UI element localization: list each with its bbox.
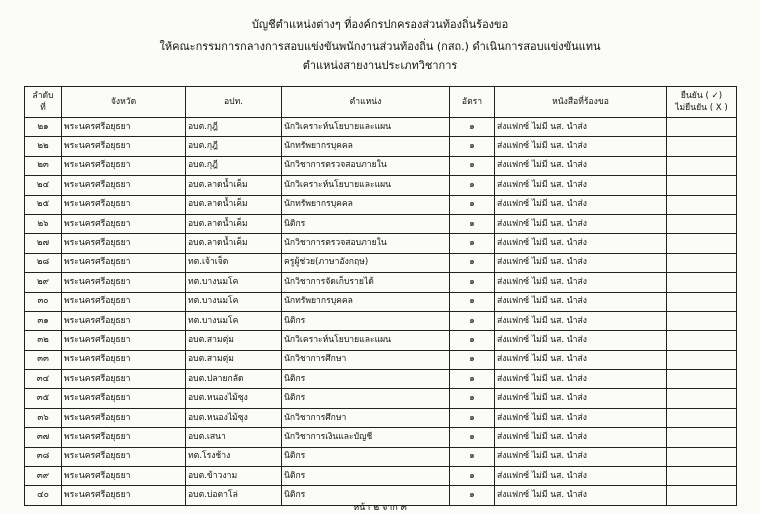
- document-section-title: ตำแหน่งสายงานประเภทวิชาการ: [302, 59, 458, 72]
- table-row: [25, 156, 737, 175]
- confirm-cell: [667, 156, 737, 175]
- row-number: ๓๕: [25, 389, 62, 408]
- letter-cell: ส่งแฟกซ์ ไม่มี นส. นำส่ง: [495, 350, 667, 369]
- col-header-rate: อัตรา: [450, 87, 495, 118]
- rate-cell: ๑: [450, 156, 495, 175]
- org-cell: อบต.ลาดน้ำเค็ม: [186, 234, 282, 253]
- letter-cell: ส่งแฟกซ์ ไม่มี นส. นำส่ง: [495, 273, 667, 292]
- position-cell: นักทรัพยากรบุคคล: [282, 292, 450, 311]
- table-row: [25, 176, 737, 195]
- confirm-cell: [667, 234, 737, 253]
- col-header-position: ตำแหน่ง: [282, 87, 450, 118]
- col-header-confirm-line1: ยืนยัน ( ✓): [680, 91, 723, 101]
- province-cell: พระนครศรีอยุธยา: [62, 292, 186, 311]
- position-cell: นักวิชาการศึกษา: [282, 350, 450, 369]
- row-number: ๒๒: [25, 137, 62, 156]
- rate-cell: ๑: [450, 311, 495, 330]
- org-cell: อบต.บ่อตาโล่: [186, 486, 282, 505]
- rate-cell: ๑: [450, 428, 495, 447]
- province-cell: พระนครศรีอยุธยา: [62, 253, 186, 272]
- rate-cell: ๑: [450, 467, 495, 486]
- row-number: ๒๑: [25, 118, 62, 137]
- rate-cell: ๑: [450, 331, 495, 350]
- table-body: [25, 118, 737, 506]
- letter-cell: ส่งแฟกซ์ ไม่มี นส. นำส่ง: [495, 292, 667, 311]
- org-cell: อบต.เสนา: [186, 428, 282, 447]
- position-cell: นักวิชาการจัดเก็บรายได้: [282, 273, 450, 292]
- org-cell: ทต.เจ้าเจ็ด: [186, 253, 282, 272]
- org-cell: อบต.ข้าวงาม: [186, 467, 282, 486]
- confirm-cell: [667, 137, 737, 156]
- col-header-org: อปท.: [186, 87, 282, 118]
- row-number: ๓๔: [25, 370, 62, 389]
- position-cell: นิติกร: [282, 486, 450, 505]
- org-cell: อบต.สามตุ่ม: [186, 350, 282, 369]
- letter-cell: ส่งแฟกซ์ ไม่มี นส. นำส่ง: [495, 428, 667, 447]
- table-row: [25, 408, 737, 427]
- confirm-cell: [667, 214, 737, 233]
- org-cell: ทต.บางนมโค: [186, 273, 282, 292]
- letter-cell: ส่งแฟกซ์ ไม่มี นส. นำส่ง: [495, 118, 667, 137]
- letter-cell: ส่งแฟกซ์ ไม่มี นส. นำส่ง: [495, 370, 667, 389]
- rate-cell: ๑: [450, 234, 495, 253]
- confirm-cell: [667, 292, 737, 311]
- province-cell: พระนครศรีอยุธยา: [62, 408, 186, 427]
- province-cell: พระนครศรีอยุธยา: [62, 370, 186, 389]
- rate-cell: ๑: [450, 253, 495, 272]
- confirm-cell: [667, 311, 737, 330]
- table-row: [25, 253, 737, 272]
- position-cell: นิติกร: [282, 389, 450, 408]
- confirm-cell: [667, 253, 737, 272]
- table-row: [25, 234, 737, 253]
- row-number: ๒๕: [25, 195, 62, 214]
- province-cell: พระนครศรีอยุธยา: [62, 176, 186, 195]
- row-number: ๓๒: [25, 331, 62, 350]
- table-row: [25, 370, 737, 389]
- table-row: [25, 195, 737, 214]
- province-cell: พระนครศรีอยุธยา: [62, 273, 186, 292]
- row-number: ๒๙: [25, 273, 62, 292]
- org-cell: ทต.บางนมโค: [186, 292, 282, 311]
- org-cell: อบต.กุฎี: [186, 118, 282, 137]
- province-cell: พระนครศรีอยุธยา: [62, 214, 186, 233]
- position-cell: นักวิชาการตรวจสอบภายใน: [282, 156, 450, 175]
- letter-cell: ส่งแฟกซ์ ไม่มี นส. นำส่ง: [495, 176, 667, 195]
- rate-cell: ๑: [450, 447, 495, 466]
- table-row: [25, 137, 737, 156]
- row-number: ๔๐: [25, 486, 62, 505]
- position-cell: นักวิเคราะห์นโยบายและแผน: [282, 176, 450, 195]
- org-cell: อบต.กุฎี: [186, 156, 282, 175]
- rate-cell: ๑: [450, 408, 495, 427]
- table-row: [25, 118, 737, 137]
- rate-cell: ๑: [450, 118, 495, 137]
- positions-table: [24, 86, 737, 506]
- col-header-confirm: [667, 87, 737, 118]
- letter-cell: ส่งแฟกซ์ ไม่มี นส. นำส่ง: [495, 311, 667, 330]
- table-row: [25, 311, 737, 330]
- rate-cell: ๑: [450, 486, 495, 505]
- confirm-cell: [667, 176, 737, 195]
- position-cell: นักวิเคราะห์นโยบายและแผน: [282, 118, 450, 137]
- letter-cell: ส่งแฟกซ์ ไม่มี นส. นำส่ง: [495, 214, 667, 233]
- letter-cell: ส่งแฟกซ์ ไม่มี นส. นำส่ง: [495, 195, 667, 214]
- province-cell: พระนครศรีอยุธยา: [62, 331, 186, 350]
- letter-cell: ส่งแฟกซ์ ไม่มี นส. นำส่ง: [495, 447, 667, 466]
- org-cell: อบต.ลาดน้ำเค็ม: [186, 214, 282, 233]
- row-number: ๒๘: [25, 253, 62, 272]
- confirm-cell: [667, 350, 737, 369]
- position-cell: นิติกร: [282, 370, 450, 389]
- confirm-cell: [667, 428, 737, 447]
- position-cell: นักทรัพยากรบุคคล: [282, 195, 450, 214]
- confirm-cell: [667, 408, 737, 427]
- col-header-no-line2: ที่: [40, 103, 46, 113]
- province-cell: พระนครศรีอยุธยา: [62, 467, 186, 486]
- position-cell: นิติกร: [282, 467, 450, 486]
- letter-cell: ส่งแฟกซ์ ไม่มี นส. นำส่ง: [495, 408, 667, 427]
- rate-cell: ๑: [450, 350, 495, 369]
- rate-cell: ๑: [450, 195, 495, 214]
- row-number: ๓๑: [25, 311, 62, 330]
- row-number: ๓๘: [25, 447, 62, 466]
- page-number: หน้า ๒ จาก ๓: [353, 503, 407, 513]
- rate-cell: ๑: [450, 389, 495, 408]
- col-header-no-line1: ลำดับ: [32, 91, 54, 101]
- table-row: [25, 389, 737, 408]
- position-cell: นิติกร: [282, 447, 450, 466]
- letter-cell: ส่งแฟกซ์ ไม่มี นส. นำส่ง: [495, 389, 667, 408]
- position-cell: นักวิชาการศึกษา: [282, 408, 450, 427]
- table-row: [25, 467, 737, 486]
- col-header-province: จังหวัด: [62, 87, 186, 118]
- row-number: ๒๖: [25, 214, 62, 233]
- letter-cell: ส่งแฟกซ์ ไม่มี นส. นำส่ง: [495, 467, 667, 486]
- org-cell: ทต.โรงช้าง: [186, 447, 282, 466]
- position-cell: นักวิชาการเงินและบัญชี: [282, 428, 450, 447]
- rate-cell: ๑: [450, 292, 495, 311]
- confirm-cell: [667, 118, 737, 137]
- letter-cell: ส่งแฟกซ์ ไม่มี นส. นำส่ง: [495, 253, 667, 272]
- org-cell: อบต.หนองไม้ซุง: [186, 389, 282, 408]
- rate-cell: ๑: [450, 214, 495, 233]
- row-number: ๓๙: [25, 467, 62, 486]
- rate-cell: ๑: [450, 176, 495, 195]
- row-number: ๒๗: [25, 234, 62, 253]
- province-cell: พระนครศรีอยุธยา: [62, 118, 186, 137]
- col-header-confirm-line2: ไม่ยืนยัน ( X ): [675, 103, 728, 113]
- table-row: [25, 273, 737, 292]
- confirm-cell: [667, 331, 737, 350]
- org-cell: อบต.สามตุ่ม: [186, 331, 282, 350]
- table-row: [25, 331, 737, 350]
- table-row: [25, 214, 737, 233]
- org-cell: อบต.ลาดน้ำเค็ม: [186, 195, 282, 214]
- rate-cell: ๑: [450, 370, 495, 389]
- table-row: [25, 292, 737, 311]
- org-cell: อบต.ปลายกลัด: [186, 370, 282, 389]
- org-cell: อบต.หนองไม้ซุง: [186, 408, 282, 427]
- confirm-cell: [667, 467, 737, 486]
- confirm-cell: [667, 273, 737, 292]
- table-header-row: [25, 87, 737, 118]
- col-header-letter: หนังสือที่ร้องขอ: [495, 87, 667, 118]
- row-number: ๓๗: [25, 428, 62, 447]
- confirm-cell: [667, 447, 737, 466]
- letter-cell: ส่งแฟกซ์ ไม่มี นส. นำส่ง: [495, 234, 667, 253]
- letter-cell: ส่งแฟกซ์ ไม่มี นส. นำส่ง: [495, 156, 667, 175]
- document-subtitle: ให้คณะกรรมการกลางการสอบแข่งขันพนักงานส่วนท้องถิ่น (กสถ.) ดำเนินการสอบแข่งขันแทน: [159, 40, 601, 53]
- position-cell: นักทรัพยากรบุคคล: [282, 137, 450, 156]
- letter-cell: ส่งแฟกซ์ ไม่มี นส. นำส่ง: [495, 331, 667, 350]
- province-cell: พระนครศรีอยุธยา: [62, 486, 186, 505]
- rate-cell: ๑: [450, 273, 495, 292]
- position-cell: ครูผู้ช่วย(ภาษาอังกฤษ): [282, 253, 450, 272]
- table-row: [25, 350, 737, 369]
- province-cell: พระนครศรีอยุธยา: [62, 428, 186, 447]
- letter-cell: ส่งแฟกซ์ ไม่มี นส. นำส่ง: [495, 137, 667, 156]
- org-cell: อบต.ลาดน้ำเค็ม: [186, 176, 282, 195]
- col-header-no: [25, 87, 62, 118]
- position-cell: นิติกร: [282, 311, 450, 330]
- row-number: ๒๓: [25, 156, 62, 175]
- province-cell: พระนครศรีอยุธยา: [62, 137, 186, 156]
- row-number: ๓๐: [25, 292, 62, 311]
- letter-cell: ส่งแฟกซ์ ไม่มี นส. นำส่ง: [495, 486, 667, 505]
- table-row: [25, 447, 737, 466]
- province-cell: พระนครศรีอยุธยา: [62, 311, 186, 330]
- org-cell: อบต.กุฎี: [186, 137, 282, 156]
- province-cell: พระนครศรีอยุธยา: [62, 234, 186, 253]
- position-cell: นิติกร: [282, 214, 450, 233]
- confirm-cell: [667, 389, 737, 408]
- row-number: ๓๖: [25, 408, 62, 427]
- document-title: บัญชีตำแหน่งต่างๆ ที่องค์กรปกครองส่วนท้องถิ่นร้องขอ: [251, 18, 509, 31]
- province-cell: พระนครศรีอยุธยา: [62, 447, 186, 466]
- province-cell: พระนครศรีอยุธยา: [62, 156, 186, 175]
- province-cell: พระนครศรีอยุธยา: [62, 350, 186, 369]
- province-cell: พระนครศรีอยุธยา: [62, 389, 186, 408]
- table-row: [25, 428, 737, 447]
- position-cell: นักวิชาการตรวจสอบภายใน: [282, 234, 450, 253]
- rate-cell: ๑: [450, 137, 495, 156]
- position-cell: นักวิเคราะห์นโยบายและแผน: [282, 331, 450, 350]
- province-cell: พระนครศรีอยุธยา: [62, 195, 186, 214]
- row-number: ๒๔: [25, 176, 62, 195]
- row-number: ๓๓: [25, 350, 62, 369]
- confirm-cell: [667, 195, 737, 214]
- confirm-cell: [667, 370, 737, 389]
- org-cell: ทต.บางนมโค: [186, 311, 282, 330]
